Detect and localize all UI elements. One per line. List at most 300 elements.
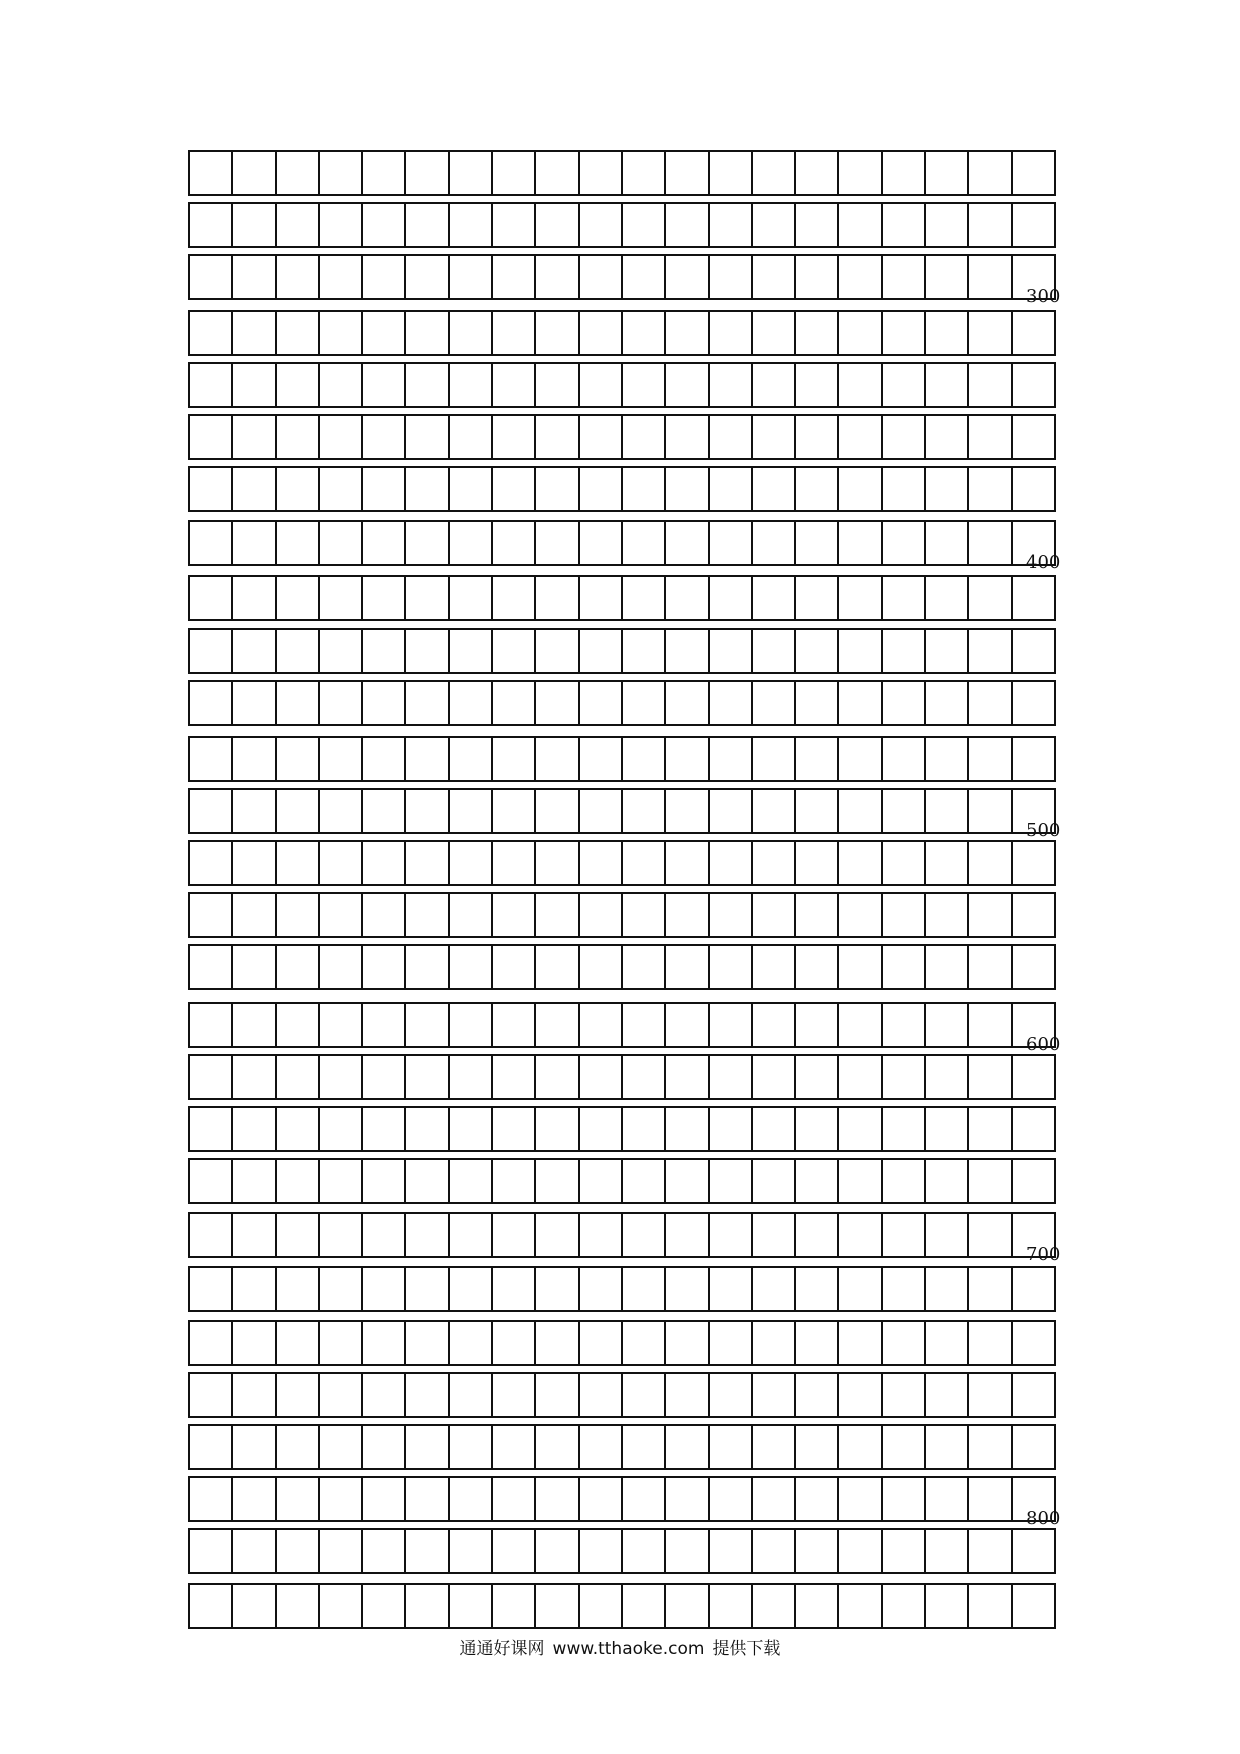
grid-cell <box>623 256 666 298</box>
grid-cell <box>969 204 1012 246</box>
grid-cell <box>1013 1108 1056 1150</box>
grid-cell <box>233 1108 276 1150</box>
grid-cell <box>969 312 1012 354</box>
grid-cell <box>1013 468 1056 510</box>
grid-cell <box>233 522 276 564</box>
grid-cell <box>883 1530 926 1572</box>
grid-cell <box>363 204 406 246</box>
grid-cell <box>926 682 969 724</box>
grid-cell <box>233 1426 276 1468</box>
grid-cell <box>666 522 709 564</box>
grid-cell <box>969 416 1012 458</box>
grid-cell <box>493 204 536 246</box>
grid-cell <box>926 416 969 458</box>
grid-cell <box>753 1530 796 1572</box>
grid-cell <box>450 1426 493 1468</box>
grid-cell <box>623 842 666 884</box>
grid-cell <box>190 312 233 354</box>
grid-cell <box>666 468 709 510</box>
grid-cell <box>233 1585 276 1627</box>
grid-cell <box>623 1004 666 1046</box>
grid-cell <box>666 1585 709 1627</box>
grid-cell <box>969 1374 1012 1416</box>
grid-cell <box>753 1585 796 1627</box>
grid-cell <box>450 468 493 510</box>
grid-cell <box>493 577 536 619</box>
grid-row <box>188 788 1056 834</box>
grid-cell <box>623 1585 666 1627</box>
grid-cell <box>493 790 536 832</box>
grid-cell <box>623 522 666 564</box>
grid-cell <box>536 1160 579 1202</box>
grid-cell <box>969 1585 1012 1627</box>
grid-cell <box>969 894 1012 936</box>
grid-cell <box>926 204 969 246</box>
grid-cell <box>363 364 406 406</box>
grid-cell <box>363 1268 406 1310</box>
grid-cell <box>233 1160 276 1202</box>
grid-cell <box>710 1322 753 1364</box>
grid-cell <box>363 416 406 458</box>
grid-cell <box>450 256 493 298</box>
grid-cell <box>363 1322 406 1364</box>
grid-cell <box>406 682 449 724</box>
grid-cell <box>580 204 623 246</box>
grid-cell <box>883 630 926 672</box>
grid-cell <box>796 738 839 780</box>
grid-cell <box>666 256 709 298</box>
grid-cell <box>493 312 536 354</box>
grid-cell <box>536 1004 579 1046</box>
grid-cell <box>796 1426 839 1468</box>
grid-cell <box>839 682 882 724</box>
grid-cell <box>277 790 320 832</box>
grid-cell <box>883 204 926 246</box>
grid-cell <box>969 256 1012 298</box>
grid-cell <box>710 522 753 564</box>
grid-cell <box>623 1530 666 1572</box>
grid-cell <box>926 1108 969 1150</box>
grid-cell <box>320 364 363 406</box>
grid-cell <box>406 842 449 884</box>
grid-cell <box>190 1530 233 1572</box>
grid-cell <box>580 842 623 884</box>
grid-cell <box>536 312 579 354</box>
grid-cell <box>926 790 969 832</box>
grid-cell <box>883 416 926 458</box>
grid-cell <box>450 1530 493 1572</box>
grid-cell <box>623 577 666 619</box>
grid-cell <box>969 1056 1012 1098</box>
grid-cell <box>233 468 276 510</box>
grid-cell <box>536 468 579 510</box>
grid-cell <box>277 416 320 458</box>
grid-cell <box>277 1530 320 1572</box>
grid-cell <box>190 1004 233 1046</box>
grid-row <box>188 1054 1056 1100</box>
grid-cell <box>493 894 536 936</box>
grid-cell <box>796 842 839 884</box>
grid-cell <box>536 1056 579 1098</box>
grid-cell <box>969 738 1012 780</box>
grid-cell <box>450 790 493 832</box>
grid-cell <box>320 152 363 194</box>
grid-cell <box>926 468 969 510</box>
grid-cell <box>623 1426 666 1468</box>
grid-cell <box>1013 1426 1056 1468</box>
grid-cell <box>969 790 1012 832</box>
grid-cell <box>666 738 709 780</box>
footer-url[interactable]: www.tthaoke.com <box>552 1639 705 1659</box>
grid-cell <box>493 1374 536 1416</box>
grid-cell <box>753 1004 796 1046</box>
grid-row <box>188 628 1056 674</box>
grid-row <box>188 1372 1056 1418</box>
grid-cell <box>277 1426 320 1468</box>
grid-cell <box>883 738 926 780</box>
grid-row <box>188 1158 1056 1204</box>
grid-cell <box>796 1268 839 1310</box>
grid-cell <box>190 1160 233 1202</box>
count-marker-400: 400 <box>1026 552 1061 573</box>
grid-cell <box>623 1056 666 1098</box>
grid-cell <box>883 1322 926 1364</box>
grid-cell <box>1013 416 1056 458</box>
grid-cell <box>839 894 882 936</box>
grid-cell <box>320 1108 363 1150</box>
grid-cell <box>969 1530 1012 1572</box>
grid-cell <box>406 1530 449 1572</box>
grid-cell <box>753 630 796 672</box>
grid-cell <box>666 577 709 619</box>
grid-cell <box>277 256 320 298</box>
grid-cell <box>710 1268 753 1310</box>
grid-cell <box>623 364 666 406</box>
grid-cell <box>580 1268 623 1310</box>
grid-cell <box>580 790 623 832</box>
grid-cell <box>710 790 753 832</box>
grid-cell <box>580 1478 623 1520</box>
grid-cell <box>883 1056 926 1098</box>
grid-cell <box>666 1056 709 1098</box>
grid-row <box>188 944 1056 990</box>
grid-cell <box>1013 1160 1056 1202</box>
grid-cell <box>926 1214 969 1256</box>
grid-cell <box>450 738 493 780</box>
grid-cell <box>406 1214 449 1256</box>
grid-row <box>188 520 1056 566</box>
count-marker-800: 800 <box>1026 1508 1061 1529</box>
grid-cell <box>839 1160 882 1202</box>
grid-cell <box>406 1374 449 1416</box>
grid-cell <box>623 630 666 672</box>
grid-cell <box>710 1004 753 1046</box>
grid-row <box>188 150 1056 196</box>
grid-cell <box>277 1004 320 1046</box>
grid-cell <box>580 522 623 564</box>
grid-cell <box>580 1374 623 1416</box>
grid-cell <box>190 946 233 988</box>
grid-cell <box>926 1268 969 1310</box>
grid-cell <box>233 842 276 884</box>
grid-cell <box>536 1268 579 1310</box>
grid-cell <box>536 204 579 246</box>
grid-cell <box>710 682 753 724</box>
grid-cell <box>493 468 536 510</box>
grid-cell <box>796 894 839 936</box>
grid-cell <box>363 1108 406 1150</box>
grid-cell <box>883 1268 926 1310</box>
grid-cell <box>493 416 536 458</box>
grid-cell <box>190 522 233 564</box>
grid-cell <box>320 522 363 564</box>
grid-cell <box>753 1160 796 1202</box>
grid-cell <box>623 894 666 936</box>
grid-cell <box>1013 364 1056 406</box>
grid-cell <box>883 790 926 832</box>
grid-row <box>188 1424 1056 1470</box>
grid-cell <box>190 1214 233 1256</box>
grid-cell <box>926 152 969 194</box>
grid-cell <box>536 1108 579 1150</box>
grid-cell <box>363 1004 406 1046</box>
grid-cell <box>969 1160 1012 1202</box>
grid-cell <box>969 577 1012 619</box>
grid-row <box>188 736 1056 782</box>
grid-cell <box>536 630 579 672</box>
grid-cell <box>753 1214 796 1256</box>
grid-cell <box>666 1004 709 1046</box>
grid-cell <box>753 1322 796 1364</box>
grid-cell <box>536 1322 579 1364</box>
grid-cell <box>666 1160 709 1202</box>
grid-cell <box>190 894 233 936</box>
grid-cell <box>320 1374 363 1416</box>
grid-cell <box>926 1004 969 1046</box>
grid-cell <box>666 790 709 832</box>
grid-cell <box>580 1004 623 1046</box>
grid-cell <box>493 1322 536 1364</box>
grid-cell <box>969 1004 1012 1046</box>
grid-cell <box>320 1056 363 1098</box>
grid-cell <box>839 1585 882 1627</box>
grid-cell <box>796 1374 839 1416</box>
grid-cell <box>969 364 1012 406</box>
grid-cell <box>969 1108 1012 1150</box>
grid-cell <box>666 946 709 988</box>
grid-cell <box>277 682 320 724</box>
grid-cell <box>320 894 363 936</box>
grid-cell <box>233 1530 276 1572</box>
grid-row <box>188 892 1056 938</box>
grid-cell <box>536 1374 579 1416</box>
grid-cell <box>233 946 276 988</box>
grid-row <box>188 414 1056 460</box>
grid-cell <box>277 1322 320 1364</box>
grid-cell <box>450 1478 493 1520</box>
grid-cell <box>580 1056 623 1098</box>
grid-cell <box>839 842 882 884</box>
grid-cell <box>796 312 839 354</box>
grid-cell <box>1013 630 1056 672</box>
grid-cell <box>623 946 666 988</box>
grid-cell <box>190 1268 233 1310</box>
grid-cell <box>536 1478 579 1520</box>
grid-cell <box>493 1268 536 1310</box>
grid-cell <box>969 1478 1012 1520</box>
grid-row <box>188 840 1056 886</box>
grid-cell <box>363 1426 406 1468</box>
grid-cell <box>363 1056 406 1098</box>
grid-row <box>188 575 1056 621</box>
grid-cell <box>277 1585 320 1627</box>
page-footer <box>0 1634 1240 1659</box>
grid-cell <box>363 1160 406 1202</box>
grid-cell <box>753 1374 796 1416</box>
grid-cell <box>926 842 969 884</box>
grid-cell <box>839 468 882 510</box>
grid-cell <box>839 630 882 672</box>
grid-cell <box>883 1585 926 1627</box>
grid-cell <box>883 312 926 354</box>
grid-cell <box>883 256 926 298</box>
grid-cell <box>406 1004 449 1046</box>
grid-cell <box>883 1478 926 1520</box>
grid-cell <box>710 152 753 194</box>
grid-cell <box>969 1268 1012 1310</box>
grid-cell <box>796 152 839 194</box>
grid-cell <box>753 842 796 884</box>
grid-cell <box>190 1056 233 1098</box>
grid-cell <box>580 894 623 936</box>
grid-cell <box>883 1160 926 1202</box>
grid-cell <box>536 894 579 936</box>
grid-cell <box>580 152 623 194</box>
grid-cell <box>190 1426 233 1468</box>
grid-cell <box>753 1478 796 1520</box>
grid-cell <box>883 1426 926 1468</box>
grid-cell <box>277 1268 320 1310</box>
grid-cell <box>666 1322 709 1364</box>
grid-cell <box>320 738 363 780</box>
grid-cell <box>277 1056 320 1098</box>
grid-cell <box>623 416 666 458</box>
grid-cell <box>320 946 363 988</box>
grid-cell <box>839 790 882 832</box>
grid-cell <box>320 1585 363 1627</box>
grid-cell <box>580 1108 623 1150</box>
grid-cell <box>710 1214 753 1256</box>
grid-cell <box>450 364 493 406</box>
grid-cell <box>406 1478 449 1520</box>
grid-cell <box>277 946 320 988</box>
grid-cell <box>277 468 320 510</box>
grid-cell <box>710 256 753 298</box>
grid-cell <box>493 152 536 194</box>
grid-cell <box>710 204 753 246</box>
grid-row <box>188 466 1056 512</box>
grid-cell <box>839 522 882 564</box>
grid-cell <box>233 790 276 832</box>
grid-cell <box>277 364 320 406</box>
grid-cell <box>450 894 493 936</box>
grid-cell <box>233 1268 276 1310</box>
grid-cell <box>839 1004 882 1046</box>
grid-cell <box>493 842 536 884</box>
grid-cell <box>926 1585 969 1627</box>
grid-cell <box>277 577 320 619</box>
grid-cell <box>320 312 363 354</box>
grid-cell <box>190 790 233 832</box>
grid-cell <box>320 790 363 832</box>
grid-cell <box>1013 842 1056 884</box>
grid-cell <box>796 1478 839 1520</box>
grid-row <box>188 1212 1056 1258</box>
grid-cell <box>363 738 406 780</box>
grid-cell <box>190 682 233 724</box>
grid-cell <box>320 1530 363 1572</box>
grid-cell <box>406 522 449 564</box>
grid-cell <box>1013 682 1056 724</box>
grid-cell <box>406 1585 449 1627</box>
grid-cell <box>450 946 493 988</box>
grid-cell <box>623 152 666 194</box>
grid-cell <box>190 1374 233 1416</box>
grid-cell <box>839 1214 882 1256</box>
grid-cell <box>233 894 276 936</box>
grid-cell <box>710 416 753 458</box>
grid-cell <box>277 1160 320 1202</box>
grid-cell <box>580 738 623 780</box>
grid-cell <box>233 577 276 619</box>
grid-cell <box>839 416 882 458</box>
grid-cell <box>536 790 579 832</box>
grid-cell <box>926 1056 969 1098</box>
grid-cell <box>320 1426 363 1468</box>
grid-cell <box>406 1322 449 1364</box>
grid-cell <box>969 842 1012 884</box>
grid-cell <box>277 522 320 564</box>
grid-cell <box>450 204 493 246</box>
grid-cell <box>320 1214 363 1256</box>
grid-cell <box>710 1160 753 1202</box>
grid-cell <box>493 256 536 298</box>
grid-cell <box>493 364 536 406</box>
grid-cell <box>277 842 320 884</box>
grid-cell <box>493 1426 536 1468</box>
grid-cell <box>1013 1374 1056 1416</box>
grid-cell <box>753 364 796 406</box>
grid-cell <box>233 1056 276 1098</box>
grid-cell <box>320 630 363 672</box>
grid-cell <box>536 364 579 406</box>
grid-cell <box>969 630 1012 672</box>
grid-cell <box>277 738 320 780</box>
grid-cell <box>580 312 623 354</box>
grid-cell <box>320 1322 363 1364</box>
grid-cell <box>710 1426 753 1468</box>
grid-cell <box>233 1004 276 1046</box>
grid-cell <box>969 152 1012 194</box>
grid-cell <box>363 842 406 884</box>
grid-cell <box>839 1426 882 1468</box>
grid-cell <box>1013 738 1056 780</box>
grid-cell <box>796 1530 839 1572</box>
grid-cell <box>277 152 320 194</box>
grid-cell <box>363 256 406 298</box>
grid-cell <box>536 1214 579 1256</box>
grid-cell <box>666 1374 709 1416</box>
